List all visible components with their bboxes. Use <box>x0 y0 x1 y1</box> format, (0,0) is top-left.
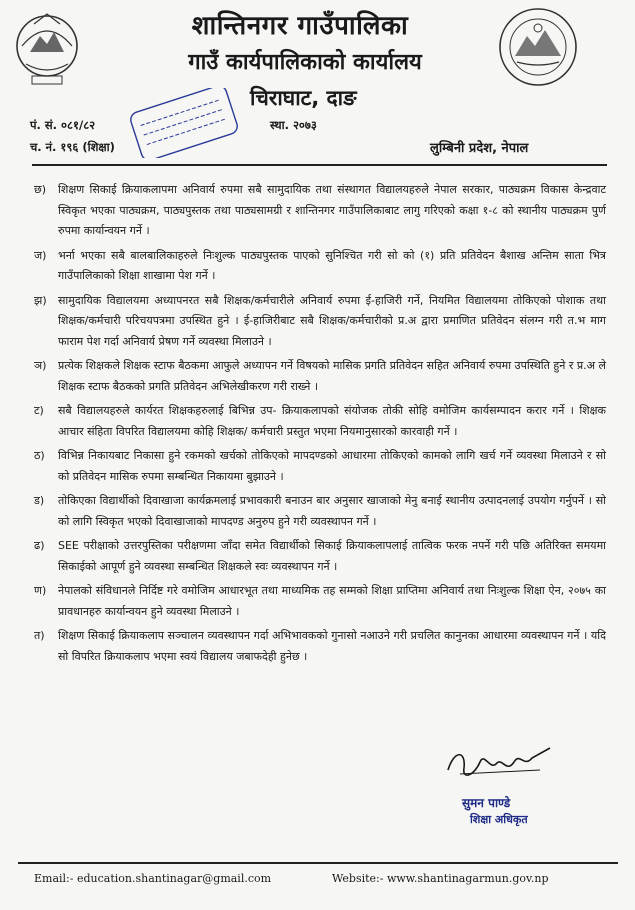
list-item <box>34 626 606 667</box>
item-text: नेपालको संविधानले निर्दिष्ट गरे वमोजिम आधारभूत तथा माध्यमिक तह सम्मको शिक्षा प्राप्तिमा अनिवार्य तथा निःशुल्क शिक्षा ऐन, २०७५ का प्रावधानहरु कार्यान्वयन हुने व्यवस्था मिलाउने । <box>58 584 606 618</box>
item-text: भर्ना भएका सबै बालबालिकाहरुले निःशुल्क पाठ्यपुस्तक पाएको सुनिश्चित गरी सो को (१) प्रति प्रतिवेदन बैशाख अन्तिम साता भित्र गाउँपालिकाको शिक्षा शाखामा पेश गर्ने । <box>58 248 606 282</box>
header-divider <box>32 164 607 166</box>
office-name-line2: गाउँ कार्यपालिकाको कार्यालय <box>188 50 422 75</box>
list-item <box>34 356 606 397</box>
list-item <box>34 401 606 442</box>
signatory-title: शिक्षा अधिकृत <box>470 813 528 826</box>
established-year: स्था. २०७३ <box>270 118 317 132</box>
item-marker: ठ) <box>34 449 45 462</box>
item-marker: ज) <box>34 248 47 262</box>
item-text: शिक्षण सिकाई क्रियाकलापमा अनिवार्य रुपमा सबै सामुदायिक तथा संस्थागत विद्यालयहरुले नेपाल सरकार, पाठ्यक्रम विकास केन्द्रवाट स्विकृत भएका पाठ्यक्रम, पाठ्यपुस्तक तथा पाठ्यसामग्री र शान्तिनगर गाउँपालिकाबाट लागु गरिएको कक्षा १-८ को स्थानीय पाठ्यक्रम पुर्ण रुपमा कार्यान्वयन गर्ने । <box>58 183 606 237</box>
item-marker: छ) <box>34 183 47 196</box>
province-name: लुम्बिनी प्रदेश, नेपाल <box>430 141 529 156</box>
signature-icon <box>440 740 560 788</box>
municipality-logo-icon <box>497 6 579 88</box>
list-item <box>34 180 606 242</box>
nepal-emblem-icon <box>12 8 82 90</box>
reference-number: पं. सं. ०८१/८२ <box>30 118 96 132</box>
list-item <box>34 536 606 577</box>
item-marker: ञ) <box>34 359 47 372</box>
item-text: प्रत्येक शिक्षकले शिक्षक स्टाफ बैठकमा आफुले अध्यापन गर्ने विषयको मासिक प्रगति प्रतिवेदन सहित अनिवार्य रुपमा उपस्थिति हुने र प्र.अ ले शिक्षक स्टाफ बैठकको प्रगति प्रतिवेदन अभिलेखीकरण गरी राख्ने । <box>58 359 606 393</box>
item-marker: त) <box>34 629 45 642</box>
list-item <box>34 291 606 353</box>
list-item <box>34 581 606 622</box>
item-text: तोकिएका विद्यार्थीको दिवाखाजा कार्यक्रमलाई प्रभावकारी बनाउन बार अनुसार खाजाको मेनु बनाई स्थानीय उत्पादनलाई उपयोग गर्नुपर्ने । सो को लागि स्विकृत भएको दिवाखाजाको मापदण्ड अनुरुप हुने गरी व्यवस्थापन गर्ने । <box>58 494 606 528</box>
item-text: सबै विद्यालयहरुले कार्यरत शिक्षकहरुलाई बिभिन्न उप- क्रियाकलापको संयोजक तोकी सोहि वमोजिम कार्यसम्पादन करार गर्ने । शिक्षक आचार संहिता विपरित विद्यालयमा कोहि शिक्षक/ कर्मचारी प्रस्तुत भएमा नियमानुसारको कारवाही गर्ने । <box>58 404 606 438</box>
list-item <box>34 491 606 532</box>
item-text: शिक्षण सिकाई क्रियाकलाप सञ्चालन व्यवस्थापन गर्दा अभिभावकको गुनासो नआउने गरी प्रचलित कानुनका आधारमा व्यवस्थापन गर्ने । यदि सो विपरित क्रियाकलाप भएमा स्वयं विद्यालय जबाफदेही हुनेछ । <box>58 629 606 663</box>
item-text: SEE परीक्षाको उत्तरपुस्तिका परीक्षणमा जाँदा समेत विद्यार्थीको सिकाई क्रियाकलापलाई तात्विक फरक नपर्ने गरी पछि अतिरिक्त समयमा सिकाईको आपूर्ण हुने व्यवस्था सम्बन्धित शिक्षकले स्वः व्यवस्थापन गर्ने । <box>58 539 606 573</box>
dispatch-number: च. नं. १९६ (शिक्षा) <box>30 140 115 154</box>
footer-website: Website:- www.shantinagarmun.gov.np <box>332 872 549 885</box>
item-marker: ट) <box>34 404 44 417</box>
item-text: विभिन्न निकायबाट निकासा हुने रकमको खर्चको तोकिएको मापदण्डको आधारमा तोकिएको कामको लागि खर्च गर्ने व्यवस्था मिलाउने र सो को प्रतिवेदन मासिक रुपमा सम्बन्धित निकायमा बुझाउने । <box>58 449 606 483</box>
signatory-name: सुमन पाण्डे <box>462 796 511 810</box>
footer-divider <box>18 862 618 864</box>
item-marker: ण) <box>34 584 47 597</box>
directive-list <box>34 180 606 671</box>
item-marker: ढ) <box>34 539 45 552</box>
item-text: सामुदायिक विद्यालयमा अध्यापनरत सबै शिक्षक/कर्मचारीले अनिवार्य रुपमा ई-हाजिरी गर्ने, नियमित विद्यालयमा तोकिएको पोशाक तथा शिक्षक/कर्मचारी परिचयपत्रमा उपस्थित हुने । ई-हाजिरीबाट सबै शिक्षक/कर्मचारीको प्र.अ द्वारा प्रमाणित प्रतिवेदन संलग्न गरी त.भ माग फाराम पेश गर्दा अनिवार्य प्रेषण गर्ने व्यवस्था मिलाउने । <box>58 293 606 348</box>
footer-email: Email:- education.shantinagar@gmail.com <box>34 872 272 885</box>
item-marker: ड) <box>34 494 45 507</box>
list-item <box>34 446 606 487</box>
list-item <box>34 246 606 287</box>
office-name-line1: शान्तिनगर गाउँपालिका <box>191 11 409 41</box>
item-marker: झ) <box>34 293 47 307</box>
office-stamp-icon <box>128 88 240 158</box>
office-address: चिराघाट, दाङ <box>250 86 357 110</box>
